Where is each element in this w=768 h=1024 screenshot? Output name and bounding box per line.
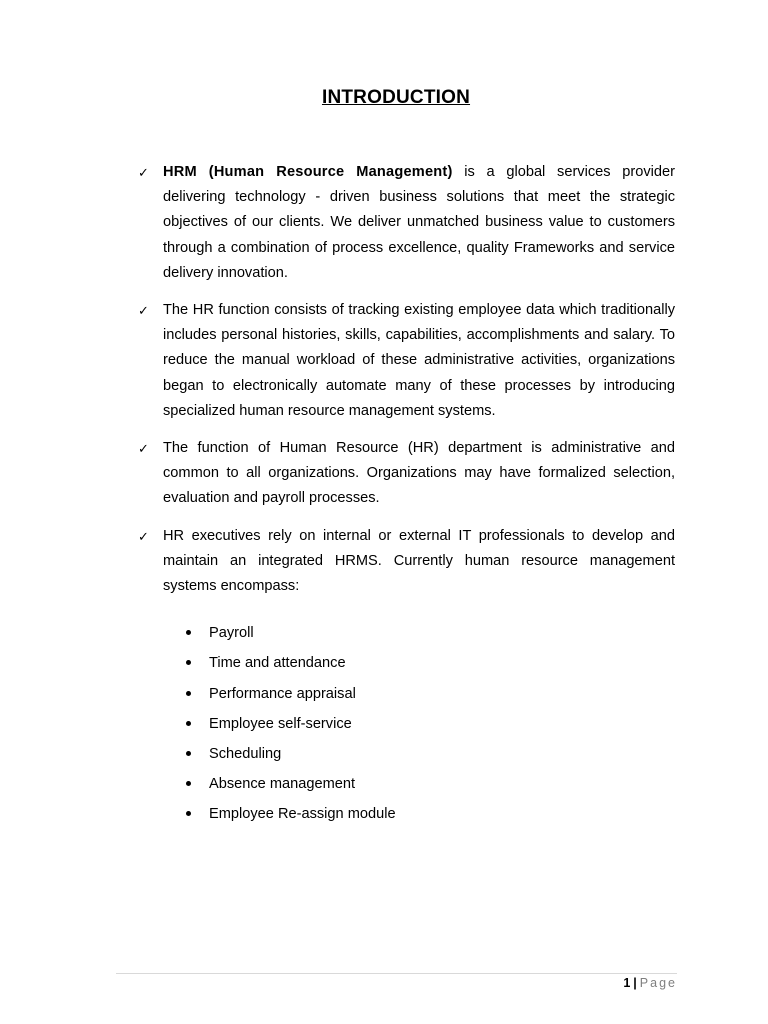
page-footer (623, 976, 677, 990)
bullet-icon (186, 721, 191, 726)
bullet-icon (186, 630, 191, 635)
list-item-label: Employee Re-assign module (209, 806, 396, 823)
footer-divider (116, 973, 677, 974)
checkmark-icon: ✓ (138, 441, 149, 457)
paragraph-text: HR executives rely on internal or external IT professionals to develop and maintain an integrated HRMS. Currently human resource management systems encompass: (163, 527, 675, 595)
bullet-icon (186, 811, 191, 816)
paragraph-text: The HR function consists of tracking existing employee data which traditionally includes personal histories, skills, capabilities, accomplishments and salary. To reduce the manual workload of these administrative activities, organizations began to electronically automate many of these processes by introducing specialized human resource management systems. (163, 302, 675, 419)
list-item (138, 653, 675, 683)
paragraph-hr-function (138, 298, 675, 424)
paragraph-text: is a global services provider delivering technology - driven business solutions that meet the strategic objectives of our clients. We deliver unmatched business value to customers through a combination of process excellence, quality Frameworks and service delivery innovation. (163, 164, 675, 281)
checkmark-icon: ✓ (138, 165, 149, 180)
list-item (138, 774, 675, 804)
bullet-icon (186, 751, 191, 756)
page-title: INTRODUCTION (321, 87, 471, 108)
list-item (138, 623, 675, 653)
footer-separator: | (633, 976, 637, 990)
bullet-icon (186, 691, 191, 696)
hrms-feature-list (138, 623, 675, 834)
page-number: 1 (623, 976, 631, 990)
paragraph-bold-lead: HRM (Human Resource Management) (163, 164, 453, 180)
list-item-label: Absence management (209, 776, 356, 793)
list-item-label: Payroll (209, 625, 254, 642)
list-item-label: Scheduling (209, 746, 282, 762)
list-item-label: Time and attendance (209, 655, 346, 672)
paragraph-hrm-intro (138, 160, 675, 286)
list-item-label: Employee self-service (209, 715, 352, 732)
list-item (138, 804, 675, 834)
list-item (138, 684, 675, 714)
list-item (138, 744, 675, 774)
page-label: Page (639, 976, 677, 990)
document-body (138, 160, 675, 835)
paragraph-hr-executives (138, 524, 675, 600)
bullet-icon (186, 660, 191, 665)
bullet-icon (186, 781, 191, 786)
checkmark-icon: ✓ (138, 303, 149, 319)
checkmark-icon: ✓ (138, 528, 149, 544)
paragraph-hr-department (138, 436, 675, 512)
list-item (138, 714, 675, 744)
paragraph-text: The function of Human Resource (HR) department is administrative and common to all organizations. Organizations may have formalized selection, evaluation and payroll processes. (163, 440, 675, 507)
list-item-label: Performance appraisal (209, 685, 356, 702)
